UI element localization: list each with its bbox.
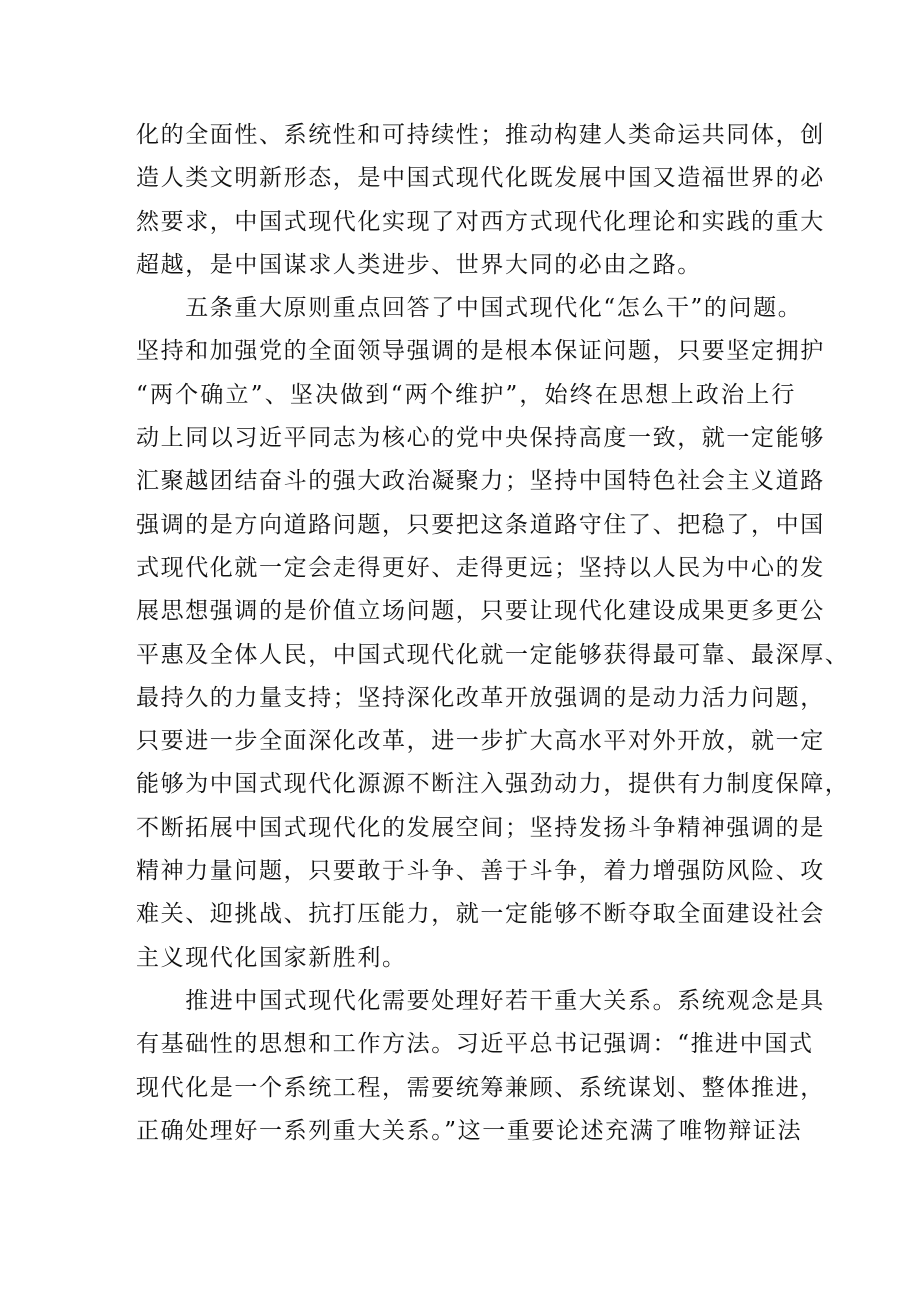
text-line: 推进中国式现代化需要处理好若干重大关系。系统观念是具 xyxy=(136,987,825,1014)
text-line: 然要求，中国式现代化实现了对西方式现代化理论和实践的重大 xyxy=(136,208,825,235)
text-line: 展思想强调的是价值立场问题，只要让现代化建设成果更多更公 xyxy=(136,598,825,625)
text-line: 造人类文明新形态，是中国式现代化既发展中国又造福世界的必 xyxy=(136,165,825,192)
text-line: 超越，是中国谋求人类进步、世界大同的必由之路。 xyxy=(136,251,702,278)
text-line: 最持久的力量支持；坚持深化改革开放强调的是动力活力问题， xyxy=(136,684,825,711)
text-line: 化的全面性、系统性和可持续性；推动构建人类命运共同体，创 xyxy=(136,122,825,148)
text-line: 不断拓展中国式现代化的发展空间；坚持发扬斗争精神强调的是 xyxy=(136,814,825,841)
paragraph-2 xyxy=(136,287,850,980)
text-line: 坚持和加强党的全面领导强调的是根本保证问题，只要坚定拥护 xyxy=(136,338,825,365)
text-line: 五条重大原则重点回答了中国式现代化“怎么干”的问题。 xyxy=(136,295,803,322)
text-line: 难关、迎挑战、抗打压能力，就一定能够不断夺取全面建设社会 xyxy=(136,901,825,928)
paragraph-3 xyxy=(136,980,825,1153)
text-line: 有基础性的思想和工作方法。习近平总书记强调：“推进中国式 xyxy=(136,1031,814,1058)
document-body xyxy=(136,114,850,1153)
text-line: 能够为中国式现代化源源不断注入强劲动力，提供有力制度保障， xyxy=(136,771,850,798)
text-line: 汇聚越团结奋斗的强大政治凝聚力；坚持中国特色社会主义道路 xyxy=(136,468,825,495)
text-line: 动上同以习近平同志为核心的党中央保持高度一致，就一定能够 xyxy=(136,425,825,452)
text-line: 只要进一步全面深化改革，进一步扩大高水平对外开放，就一定 xyxy=(136,728,825,755)
text-line: 正确处理好一系列重大关系。”这一重要论述充满了唯物辩证法 xyxy=(136,1117,803,1144)
text-line: 现代化是一个系统工程，需要统筹兼顾、系统谋划、整体推进， xyxy=(136,1074,825,1101)
paragraph-1 xyxy=(136,114,825,287)
text-line: 精神力量问题，只要敢于斗争、善于斗争，着力增强防风险、攻 xyxy=(136,858,825,885)
text-line: 主义现代化国家新胜利。 xyxy=(136,944,407,971)
text-line: 式现代化就一定会走得更好、走得更远；坚持以人民为中心的发 xyxy=(136,554,825,581)
text-line: 强调的是方向道路问题，只要把这条道路守住了、把稳了，中国 xyxy=(136,511,825,538)
text-line: 平惠及全体人民，中国式现代化就一定能够获得最可靠、最深厚、 xyxy=(136,641,850,668)
text-line: “两个确立”、坚决做到“两个维护”，始终在思想上政治上行 xyxy=(136,381,796,408)
